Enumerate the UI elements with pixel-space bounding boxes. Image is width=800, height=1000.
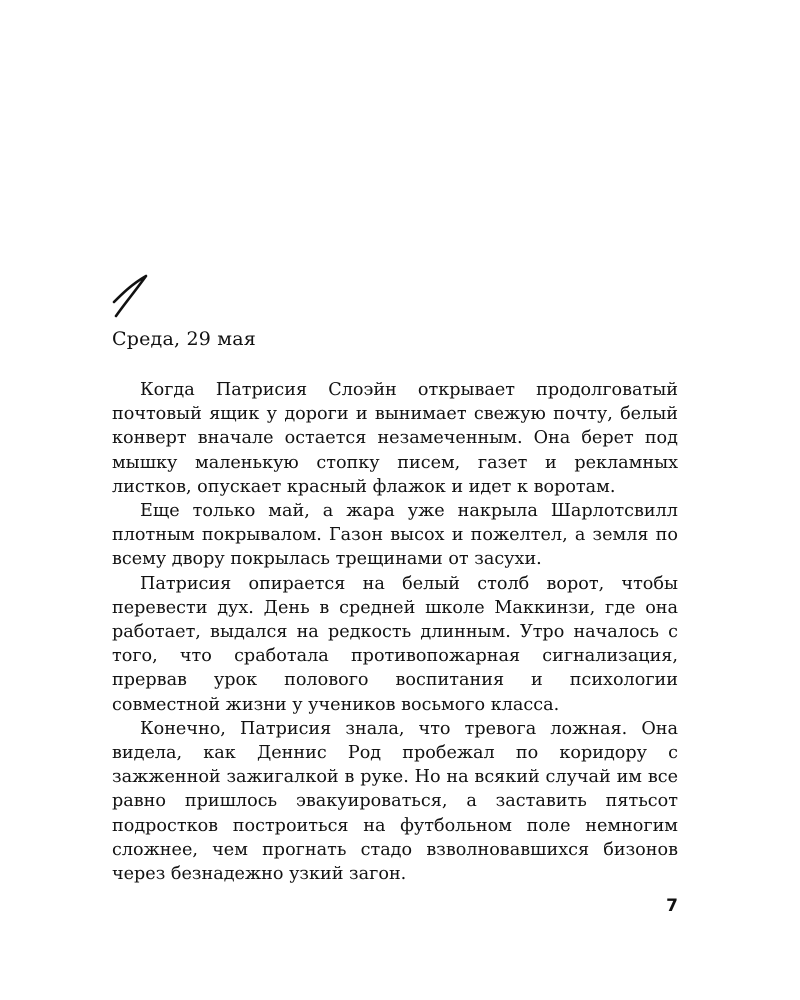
paragraph: Еще только май, а жара уже накрыла Шарлотсвилл плотным покрывалом. Газон высох и пожелтел, а земля по всему двору покрылась трещинами от засухи.	[112, 501, 678, 570]
chapter-number-glyph	[110, 272, 170, 320]
paragraph: Патрисия опирается на белый столб ворот, чтобы перевести дух. День в средней школе Маккинзи, где она работает, выдался на редкость длинным. Утро началось с того, что сработала противопожарная сигнализация, прервав урок полового воспитания и психологии совместной жизни у учеников восьмого класса.	[112, 573, 678, 715]
page-number: 7	[666, 896, 678, 916]
body-text	[112, 378, 678, 886]
paragraph: Конечно, Патрисия знала, что тревога ложная. Она видела, как Деннис Род пробежал по коридору с зажженной зажигалкой в руке. Но на всякий случай им все равно пришлось эвакуироваться, а заставить пятьсот подростков построиться на футбольном поле немногим сложнее, чем прогнать стадо взволновавшихся бизонов через безнадежно узкий загон.	[112, 718, 678, 885]
chapter-date: Среда, 29 мая	[112, 328, 256, 350]
paragraph: Когда Патрисия Слоэйн открывает продолговатый почтовый ящик у дороги и вынимает свежую почту, белый конверт вначале остается незамеченным. Она берет под мышку маленькую стопку писем, газет и рекламных листков, опускает красный флажок и идет к воротам.	[112, 380, 678, 497]
chapter-number	[110, 272, 170, 320]
